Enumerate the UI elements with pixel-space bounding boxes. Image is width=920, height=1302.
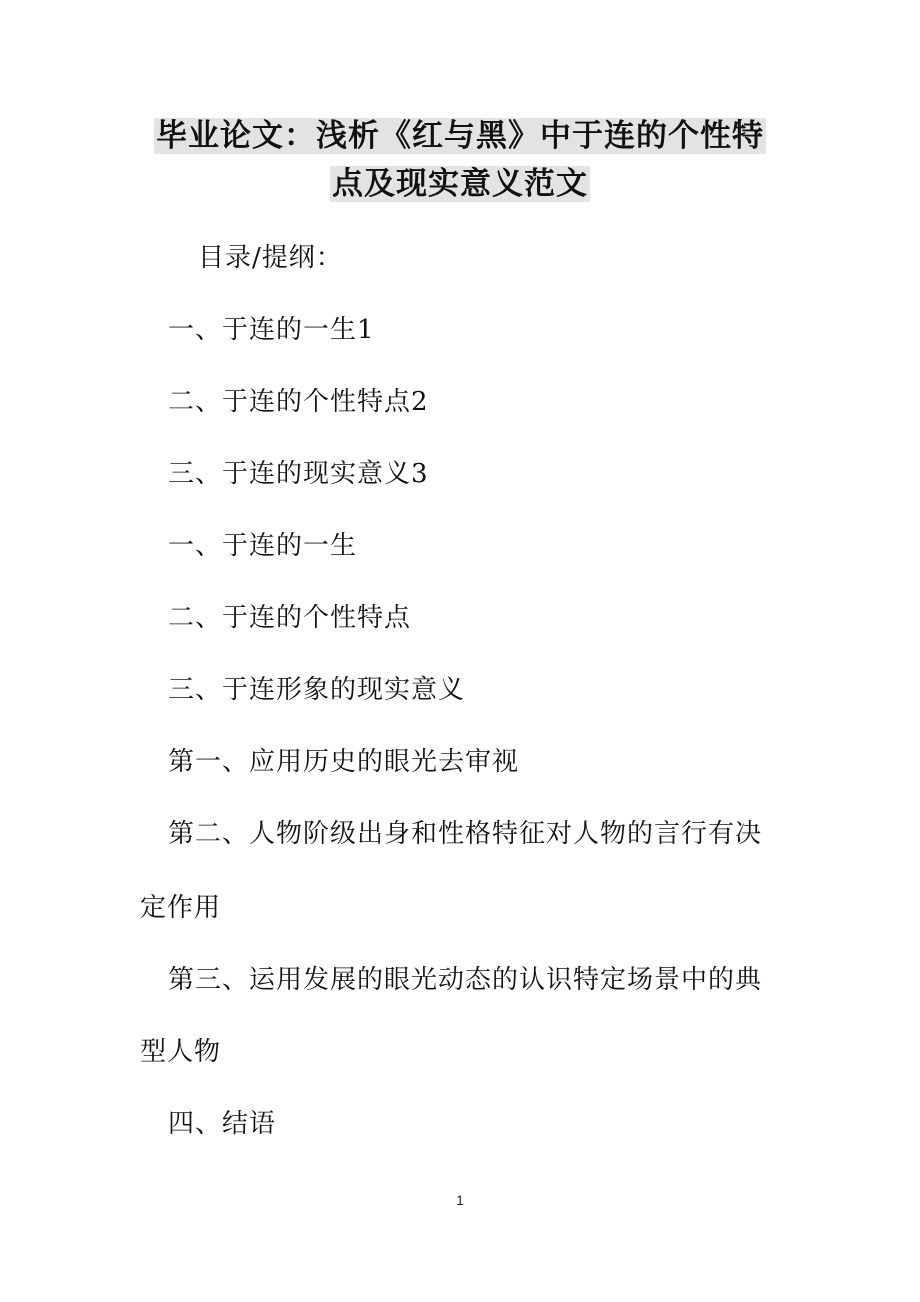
section-heading-4: 四、结语 bbox=[168, 1109, 277, 1139]
title-text-1: 毕业论文：浅析《红与黑》中于连的个性特 bbox=[156, 118, 764, 154]
subsection-3-line-1: 第三、运用发展的眼光动态的认识特定场景中的典 bbox=[168, 965, 763, 995]
title-text-2: 点及现实意义范文 bbox=[332, 166, 588, 202]
document-title-line-2 bbox=[0, 162, 920, 206]
section-heading-1: 一、于连的一生 bbox=[168, 531, 358, 561]
toc-label: 目录/提纲： bbox=[198, 243, 343, 273]
toc-item-1: 一、于连的一生1 bbox=[168, 315, 375, 345]
toc-item-2: 二、于连的个性特点2 bbox=[168, 387, 429, 417]
section-heading-3: 三、于连形象的现实意义 bbox=[168, 675, 466, 705]
subsection-3-line-2: 型人物 bbox=[140, 1037, 222, 1067]
document-title-line-1 bbox=[0, 114, 920, 158]
subsection-2-line-2: 定作用 bbox=[140, 893, 222, 923]
toc-item-3: 三、于连的现实意义3 bbox=[168, 459, 429, 489]
section-heading-2: 二、于连的个性特点 bbox=[168, 603, 412, 633]
subsection-1: 第一、应用历史的眼光去审视 bbox=[168, 747, 520, 777]
page-number: 1 bbox=[456, 1192, 464, 1208]
subsection-2-line-1: 第二、人物阶级出身和性格特征对人物的言行有决 bbox=[168, 819, 763, 849]
